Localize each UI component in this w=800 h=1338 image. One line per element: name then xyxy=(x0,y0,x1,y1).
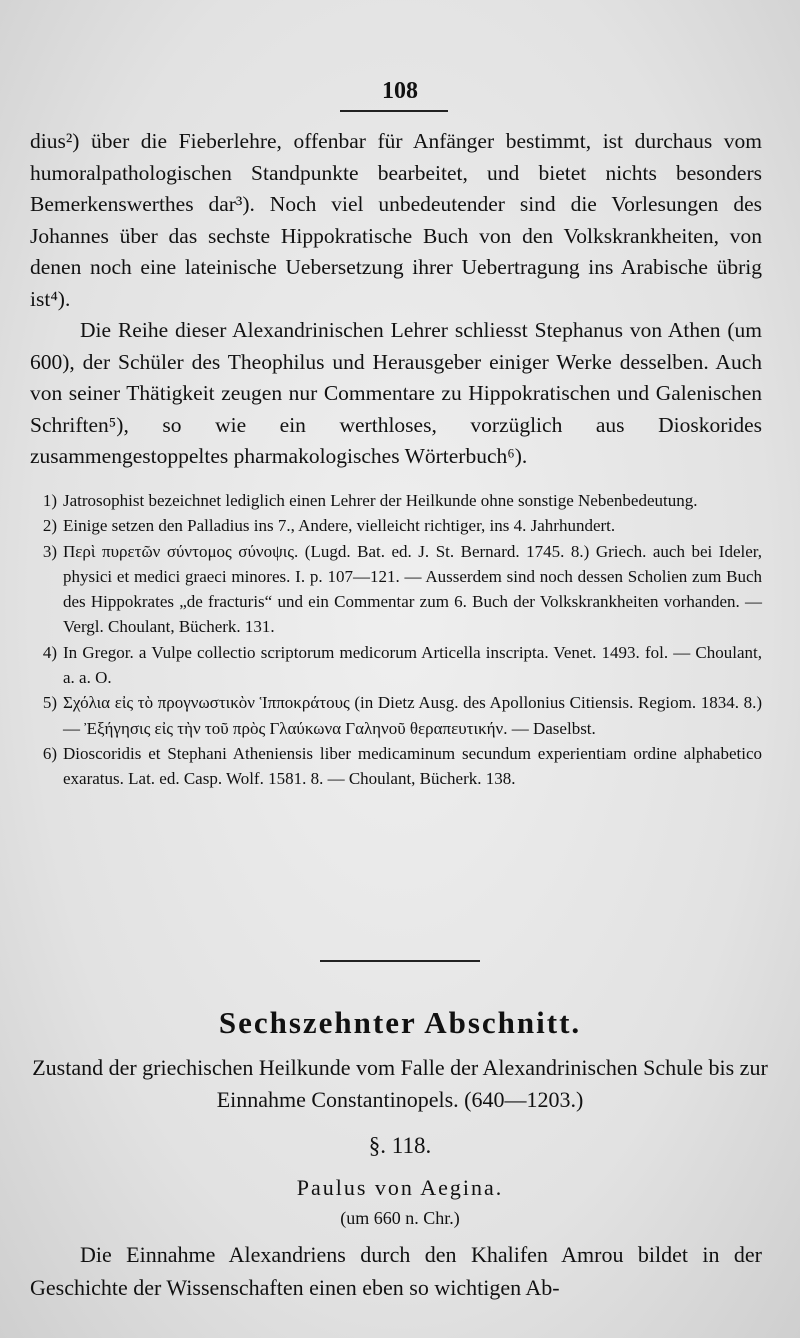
paragraph-1: dius²) über die Fieberlehre, offenbar für Anfänger bestimmt, ist durchaus vom humoralpathologischen Standpunkte bearbeitet, und bietet nichts besonders Bemerkenswerthes dar³). Noch viel unbedeutender sind die Vorlesungen des Johannes über das sechste Hippokratische Buch von den Volkskrankheiten, von denen noch eine lateinische Uebersetzung ihrer Uebertragung ins Arabische übrig ist⁴). xyxy=(30,129,762,311)
section-title: Sechszehnter Abschnitt. xyxy=(218,1005,582,1040)
footnote-number: 1) xyxy=(42,491,57,510)
footnote-number: 2) xyxy=(42,516,57,536)
page-number: 108 xyxy=(382,78,418,104)
footnote-text: Περὶ πυρετῶν σύντομος σύνοψις. (Lugd. Bat. ed. J. St. Bernard. 1745. 8.) Griech. auch bei Ideler, physici et medici graeci minores. I. p. 107—121. — Ausserdem sind noch dessen Scholien zum Buch des Hippokrates „de fracturis“ und ein Commentar zum 6. Buch der Volkskrankheiten vorhanden. — Vergl. Choulant, Bücherk. 131. xyxy=(63,541,762,637)
section-divider xyxy=(320,960,480,962)
footnote xyxy=(30,539,762,640)
footnote-text: In Gregor. a Vulpe collectio scriptorum medicorum Articella inscripta. Venet. 1493. fol. — Choulant, a. a. O. xyxy=(63,642,762,688)
footnote-text: Jatrosophist bezeichnet lediglich einen Lehrer der Heilkunde ohne sonstige Nebenbedeutung. xyxy=(63,491,698,510)
footnote xyxy=(30,690,762,741)
final-paragraph: Die Einnahme Alexandriens durch den Khalifen Amrou bildet in der Geschichte der Wissenschaften einen eben so wichtigen Ab- xyxy=(30,1242,762,1300)
footnote xyxy=(30,741,762,792)
footnote-text: Einige setzen den Palladius ins 7., Andere, vielleicht richtiger, ins 4. Jahrhundert. xyxy=(63,516,616,536)
footnote-text: Σχόλια εἰς τὸ προγνωστικὸν Ἱπποκράτους (in Dietz Ausg. des Apollonius Citiensis. Regiom. 1834. 8.) — Ἐξήγησις εἰς τὴν τοῦ πρὸς Γλαύκωνα Γαληνοῦ θεραπευτικήν. — Daselbst. xyxy=(63,693,762,738)
footnote-number: 4) xyxy=(42,642,57,662)
footnote-number: 3) xyxy=(42,541,57,561)
paragraph-2: Die Reihe dieser Alexandrinischen Lehrer schliesst Stephanus von Athen (um 600), der Schüler des Theophilus und Herausgeber einiger Werke desselben. Auch von seiner Thätigkeit zeugen nur Commentare zu Hippokratischen und Galenischen Schriften⁵), so wie ein werthloses, vorzüglich aus Dioskorides zusammengestoppeltes pharmakologisches Wörterbuch⁶). xyxy=(30,318,762,469)
footnote xyxy=(30,488,762,513)
footnote-text: Dioscoridis et Stephani Atheniensis liber medicaminum secundum experientiam ordine alphabetico exaratus. Lat. ed. Casp. Wolf. 1581. 8. — Choulant, Bücherk. 138. xyxy=(63,743,762,789)
footnote xyxy=(30,513,762,538)
footnote-number: 6) xyxy=(42,743,57,763)
header-rule xyxy=(340,110,448,112)
paragraph-mark: §. 118. xyxy=(368,1133,432,1158)
person-date: (um 660 n. Chr.) xyxy=(340,1208,460,1228)
footnote-number: 5) xyxy=(42,693,57,713)
footnotes xyxy=(30,488,762,792)
person-heading: Paulus von Aegina. xyxy=(296,1175,504,1200)
footnote xyxy=(30,640,762,691)
section-subtitle: Zustand der griechischen Heilkunde vom Falle der Alexandrinischen Schule bis zur Einnahme Constantinopels. (640—1203.) xyxy=(32,1055,768,1112)
